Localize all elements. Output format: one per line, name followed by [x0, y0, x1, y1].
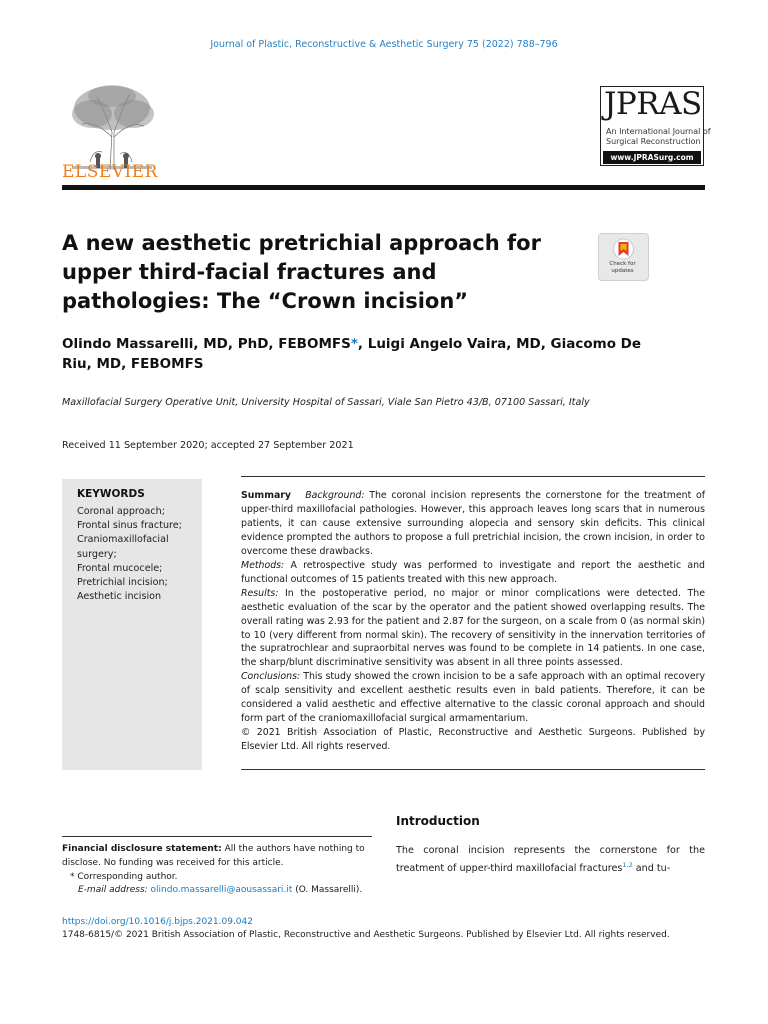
keyword-item: Craniomaxillofacial surgery;	[77, 534, 169, 560]
article-title: A new aesthetic pretrichial approach for upper third-facial fractures and pathologies: The “Crown incision”	[62, 231, 541, 313]
abstract-summary	[241, 489, 705, 754]
summary-results	[241, 587, 705, 671]
issn-copyright: 1748-6815/© 2021 British Association of Plastic, Reconstructive and Aesthetic Surgeons. Published by Elsevier Ltd. All rights reserved.	[62, 930, 670, 940]
summary-methods	[241, 559, 705, 587]
conclusions-text: This study showed the crown incision to be a safe approach with an optimal recovery of scalp sensitivity and excellent aesthetic results even in bald patients. Therefore, it can be considered a valid aesthetic and effective alternative to the classic coronal approach and should form part of the craniomaxillofacial surgical armamentarium.	[241, 671, 706, 725]
summary-label: Summary	[241, 490, 292, 501]
jpras-logo-title: JPRAS	[604, 86, 702, 122]
summary-top-rule	[241, 476, 705, 477]
keywords-heading: KEYWORDS	[77, 488, 145, 500]
introduction-body: The coronal incision represents the cornerstone for the treatment of upper-third maxillofacial fractures	[396, 845, 705, 875]
footnote-rule	[62, 836, 372, 837]
bookmark-icon	[599, 234, 648, 264]
corresponding-author-note: * Corresponding author.	[70, 871, 178, 882]
financial-disclosure	[62, 843, 372, 871]
results-label: Results:	[241, 587, 279, 599]
disclosure-label: Financial disclosure statement:	[62, 844, 222, 854]
received-dates: Received 11 September 2020; accepted 27 September 2021	[62, 440, 354, 451]
background-text: The coronal incision represents the cornerstone for the treatment of upper-third maxillofacial pathologies. However, this approach leaves long scars that in numerous patients, it can cause extensive surrounding alopecia and sensory skin deficits. This clinical evidence prompted the authors to propose a full pretrichial incision, the crown incision, in order to overcome these drawbacks.	[241, 490, 706, 557]
author-list	[62, 334, 662, 374]
doi-link[interactable]: https://doi.org/10.1016/j.bjps.2021.09.042	[62, 917, 253, 927]
summary-background	[241, 489, 705, 559]
author-first: Olindo Massarelli, MD, PhD, FEBOMFS	[62, 336, 351, 352]
email-owner: (O. Massarelli).	[295, 885, 363, 896]
methods-text: A retrospective study was performed to investigate and report the aesthetic and functional outcomes of 15 patients treated with this new approach.	[241, 559, 705, 585]
introduction-heading: Introduction	[396, 814, 480, 828]
affiliation: Maxillofacial Surgery Operative Unit, University Hospital of Sassari, Viale San Pietro 43/B, 07100 Sassari, Italy	[62, 397, 590, 408]
author-rest: , Luigi Angelo Vaira, MD, Giacomo De Riu, MD, FEBOMFS	[62, 336, 642, 372]
summary-copyright: © 2021 British Association of Plastic, Reconstructive and Aesthetic Surgeons. Published by Elsevier Ltd. All rights reserved.	[241, 727, 705, 753]
jpras-logo-subtitle: An International Journal of	[606, 127, 711, 136]
footnotes	[62, 843, 372, 898]
email-link[interactable]: olindo.massarelli@aousassari.it	[150, 885, 293, 896]
keyword-item: Pretrichial incision;	[77, 577, 168, 589]
disclosure-text: All the authors have nothing to disclose. No funding was received for this article.	[62, 844, 365, 868]
introduction-body-continued: and tu-	[632, 863, 671, 875]
check-for-updates-line-1: Check for	[609, 261, 636, 267]
methods-label: Methods:	[241, 559, 285, 571]
check-for-updates-label	[598, 261, 647, 275]
elsevier-wordmark: ELSEVIER	[62, 162, 158, 182]
results-text: In the postoperative period, no major or minor complications were detected. The aesthetic evaluation of the scar by the operator and the patient showed overlapping results. The overall rating was 2.93 for the patient and 2.87 for the surgeon, on a scale from 0 (as normal skin) to 10 (very different from normal skin). The recovery of sensitivity in the innervation territories of the supratrochlear and supraorbital nerves was found to be complete in 14 patients. In one case, the sharp/blunt discriminative sensitivity was absent in all three points assessed.	[241, 587, 705, 669]
background-label: Background:	[305, 490, 365, 501]
jpras-logo-url[interactable]: www.JPRASurg.com	[603, 151, 701, 164]
conclusions-label: Conclusions:	[241, 671, 301, 683]
introduction-text	[396, 844, 705, 876]
email-label: E-mail address:	[78, 885, 148, 896]
jpras-logo-subtitle-2: Surgical Reconstruction	[606, 137, 701, 146]
summary-conclusions	[241, 670, 705, 726]
check-for-updates-line-2: updates	[611, 268, 634, 274]
keyword-item: Frontal sinus fracture;	[77, 520, 182, 532]
journal-citation-link[interactable]: Journal of Plastic, Reconstructive & Aesthetic Surgery 75 (2022) 788–796	[210, 39, 558, 50]
keyword-item: Aesthetic incision	[77, 591, 162, 603]
corresponding-author-link[interactable]: *	[350, 336, 358, 352]
keyword-item: Coronal approach;	[77, 506, 165, 517]
keywords-list	[77, 505, 202, 604]
email-line	[62, 884, 372, 898]
summary-bottom-rule	[241, 769, 705, 770]
reference-link[interactable]: 1,2	[622, 861, 633, 869]
header-rule	[62, 185, 705, 190]
keyword-item: Frontal mucocele;	[77, 562, 163, 574]
